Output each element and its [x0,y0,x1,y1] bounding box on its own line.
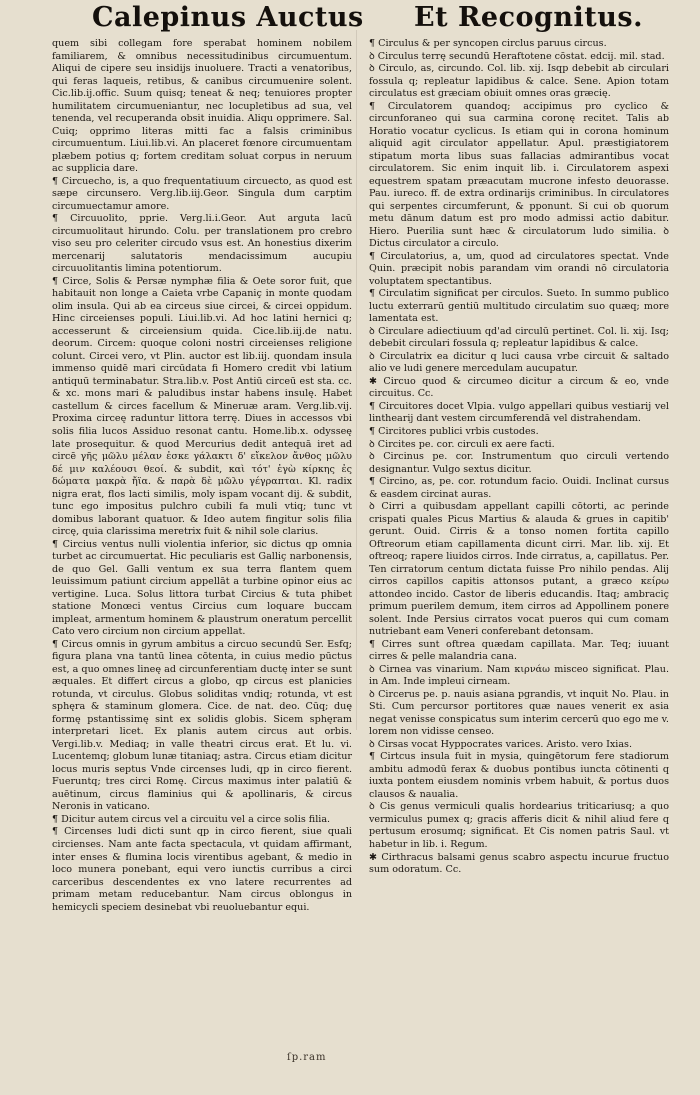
dictionary-entry: ꝺ Cirri a quibusdam appellant capilli cōtorti, ac perinde crispati quales Picus Martius & alauda & grues in capitib' gerunt. Ouid. Cirris & a tonso nomen fortita capillo Oftreorum etiam capillamenta dicunt cirri. Mar. lib. xij. Et oftreoq; rapere liuidos cirros. Inde cirratus, a, capillatus. Per. Ten cirratorum centum dictata fuisse Pro nihilo pendas. Alij cirros capillos capitis attonsos putant, a græco κείρω attondeo incido. Castor de liberis educandis. Itaq; ambraciç primum puerilem demum, item cirros ad Appollinem ponere solent. Inde Persius cirratos vocat pueros qui cum comam nutriebant eam Veneri conferebant detonsam. [369,501,669,638]
dictionary-entry: ✱ Cirthracus balsami genus scabro aspectu incurue fructuo sum odoratum. Cc. [369,851,669,876]
dictionary-entry: ✱ Circuo quod & circumeo dicitur a circum & eo, vnde circuitus. Cc. [369,375,669,400]
dictionary-entry: ¶ Circuecho, is, a quo frequentatiuum circuecto, as quod est sæpe circunsero. Verg.lib.iij.Geor. Singula dum carptim circumuectamur amore. [52,175,352,212]
running-head-left: Calepinus Auctus [92,2,364,33]
column-gutter [356,30,357,730]
dictionary-entry: ꝺ Circulatrix ea dicitur q luci causa vrbe circuit & saltado alio ve ludi genere mercedulam aucupatur. [369,350,669,375]
left-column [52,38,352,914]
dictionary-entry: quem sibi collegam fore sperabat hominem nobilem familiarem, & omnibus necessitudinibus circumuentum. Aliqui de cipere seu insidijs inuoluere. Tracti a venatoribus, qui feras laqueis, retibus, & canibus circumuenire solent. Cic.lib.ij.offic. Suum quisq; teneat & neq; tenuiores propter humilitatem circumueniantur, nec locupletibus ad sua, vel tenenda, vel recuperanda obsit inuidia. Aliqu opprimere. Sal. Cuiq; opprimo literas mitti fac a falsis criminibus circumuentum. Liui.lib.vi. An placeret fœnore circumuentam plæbem potius q; fortem creditam soluat corpus in neruum ac supplicia dare. [52,38,352,175]
right-column [369,38,669,877]
dictionary-entry: ¶ Circulatorem quandoq; accipimus pro cyclico & circunforaneo qui sua carmina coronę recitet. Talis ab Horatio vocatur cyclicus. Is etiam qui in corona hominum aliquid agit circulator appellatur. Apul. præstigiatorem stipatum morta libus suas fallacias admirantibus vocat circulatorem. Sic enim inquit lib. i. Circulatorem aspexi equestrem spatam præacutam mucrone infesto deuorasse. Pau. iureco. ff. de extra ordinarijs criminibus. In circulatores qui serpentes circumferunt, & pponunt. Si cui ob quorum metu dānum datum est pro modo admissi actio dabitur. Hiero. Puerilia sunt hæc & circulatorum ludo similia. ꝺ Dictus circulator a circulo. [369,100,669,250]
dictionary-entry: ¶ Circus omnis in gyrum ambitus a circuo secundū Ser. Esfq; figura plana vna tantū linea cōtenta, in cuius medio pūctus est, a quo omnes lineę ad circunferentiam ductę inter se sunt æquales. Et differt circus a globo, qp circus est planicies rotunda, vt circulus. Globus soliditas vndiq; rotunda, vt est sphęra & staminum glomera. Cice. de nat. deo. Cūq; duę formę pstantissimę sint ex solidis globis. Sicem sphęram interpretari licet. Ex planis autem circus aut orbis. Vergi.lib.v. Mediaq; in valle theatri circus erat. Et lu. vi. Lucentemq; globum lunæ titaniaq; astra. Circus etiam dicitur locus muris septus Vnde circenses ludi, qp in circo fierent. Fueruntq; tres circi Romę. Circus maximus inter palatiū & auētinum, circus flaminius qui & apollinaris, & circus Neronis in vaticano. [52,638,352,813]
dictionary-entry: ꝺ Cirsas vocat Hyppocrates varices. Aristo. vero Ixias. [369,738,633,750]
dictionary-entry: ꝺ Cis genus vermiculi qualis hordearius triticariusq; a quo vermiculus pumex q; gracis afferis dicit & nihil aliud fere q pertusum erosumq; significat. Et Cis nomen patris Saul. vt habetur in lib. i. Regum. [369,801,669,850]
dictionary-entry: ¶ Circenses ludi dicti sunt qp in circo fierent, siue quali circienses. Nam ante facta spectacula, vt quidam affirmant, inter enses & flumina locis virentibus agebant, & medio in loco munera ponebant, equi vero iunctis curribus a circi carceribus descendentes ex vno latere recurrentes ad primam metam reducebantur. Nam circus oblongus in hemicycli speciem desinebat vbi reuoluebantur equi. [52,826,352,913]
dictionary-entry: ¶ Circe, Solis & Persæ nymphæ filia & Oete soror fuit, que habitauit non longe a Caieta vrbe Capaniç in monte quodam olim insula. Qui ab ea circeus siue circei, & circei oppidum. Hinc circeienses populi. Liui.lib.vi. Ad hoc latini hernici q; accesserunt & circeiensium quida. Cice.lib.iij.de natu. deorum. Circem: quoque coloni nostri circeienses religione colunt. Circei vero, vt Plin. auctor est lib.iij. quondam insula immenso quidē mari circūdata fi Homero credit vbi latium antiquū terminabatur. Stra.lib.v. Post Antiū circeū est sta. cc. & xc. mons mari & paludibus instar habens insulę. Habet castellum & circes facellum & Mineruæ aram. Verg.lib.vij. Proxima circeę raduntur littora terrę. Diues in accessos vbi solis filia lucos Assiduo resonat cantu. Home.lib.x. odysseę late prosequitur. & quod Mercurius dedit antequā iret ad circē γῆς μῶλυ μέλαν ἐσκε γάλακτι δ' εἴκελον ἄνθος μῶλυ δέ μιν καλέουσι θεοί. & subdit, καὶ τότ' ἐγὼ κίρκης ἐς δώματα μακρὰ ἤϊα. & παρὰ δὲ μῶλυ γέγραπται. Kl. radix nigra erat, flos lacti similis, moly ispam vocant dij. & subdit, tunc ego impositus pulchro cubili fa muli vtiq; tunc vt domibus laborant quatuor. & Ideo autem fingitur solis filia circę, quia clarissima meretrix fuit & nihil sole clarius. [52,275,352,538]
dictionary-entry: ꝺ Circulus terrę secundū Heraftotene cōstat. edcij. mil. stad. [369,50,665,62]
signature-mark: ſp.ram [287,1052,327,1063]
dictionary-entry: ꝺ Circulo, as, circundo. Col. lib. xij. Isqp debebit ab circulari fossula q; repleatur lapidibus & calce. Sene. Apion totam circulatus est græciam obiuit omnes oras græcię. [369,63,669,100]
running-head [0,0,700,40]
dictionary-entry: ꝺ Circulare adiectiuum qd'ad circulū pertinet. Col. li. xij. Isq; debebit circulari fossula q; repleatur lapidibus & calce. [369,325,669,350]
dictionary-entry: ¶ Circuuolito, pprie. Verg.li.i.Geor. Aut arguta lacū circumuolitaut hirundo. Colu. per translationem pro crebro viso seu pro celeriter circudo vsus est. An honestius dixerim mercenarij salutatoris mendacissimum aucupiu circuuolitantis limina potentiorum. [52,213,352,275]
dictionary-entry: ¶ Circius ventus nulli violentia inferior, sic dictus qp omnia turbet ac circumuertat. Hic peculiaris est Galliç narbonensis, de quo Gel. Galli ventum ex sua terra flantem quem leuissimum patiunt circium appellāt a turbine opinor eius ac vertigine. Luca. Solus littora turbat Circius & tuta phibet statione Monœci ventus Circius cum loquare buccam impleat, armentum hominem & plaustrum oneratum percellit Cato vero circium non circium appellat. [52,538,352,638]
dictionary-entry: ¶ Cirtcus insula fuit in mysia, quingētorum fere stadiorum ambitu admodū ferax & duobus pontibus iuncta cōtinenti q iuxta pontem eiusdem nominis vrbem habuit, & portus duos clausos & naualia. [369,751,669,800]
dictionary-entry: ¶ Circino, as, pe. cor. rotundum facio. Ouidi. Inclinat cursus & easdem circinat auras. [369,476,669,500]
dictionary-entry: ꝺ Circinus pe. cor. Instrumentum quo circuli vertendo designantur. Vulgo sextus dicitur. [369,451,669,475]
dictionary-entry: ꝺ Cirnea vas vinarium. Nam κιρνάω misceo significat. Plau. in Am. Inde impleui cirneam. [369,663,669,688]
dictionary-entry: ¶ Circulatorius, a, um, quod ad circulatores spectat. Vnde Quin. præcipit nobis parandam vim orandi nō circulatoria voluptatem spectantibus. [369,250,669,287]
dictionary-entry: ¶ Circuitores docet Vlpia. vulgo appellari quibus vestiarij vel linthearij dant vestem circumferendā vel distrahendam. [369,400,669,425]
dictionary-entry: ¶ Circitores publici vrbis custodes. [369,425,539,437]
dictionary-entry: ¶ Dicitur autem circus vel a circuitu vel a circe solis filia. [52,813,331,825]
dictionary-entry: ꝺ Circerus pe. p. nauis asiana pgrandis, vt inquit No. Plau. in Sti. Cum percursor portitores quæ naues venerit ex asia negat venisse conspicatus sum interim cercerū quo ego me v. lorem non vidisse censeo. [369,688,669,738]
dictionary-entry: ¶ Circulus & per syncopen circlus paruus circus. [369,38,607,49]
dictionary-entry: ¶ Circulatim significat per circulos. Sueto. In summo publico luctu exterrarū gentiū multitudo circulatim suo quæq; more lamentata est. [369,288,669,325]
dictionary-entry: ꝺ Circites pe. cor. circuli ex aere facti. [369,438,555,450]
running-head-right: Et Recognitus. [414,2,643,33]
dictionary-entry: ¶ Cirres sunt oftrea quædam capillata. Mar. Teq; iuuant cirres & pelle malandria cana. [369,638,669,663]
